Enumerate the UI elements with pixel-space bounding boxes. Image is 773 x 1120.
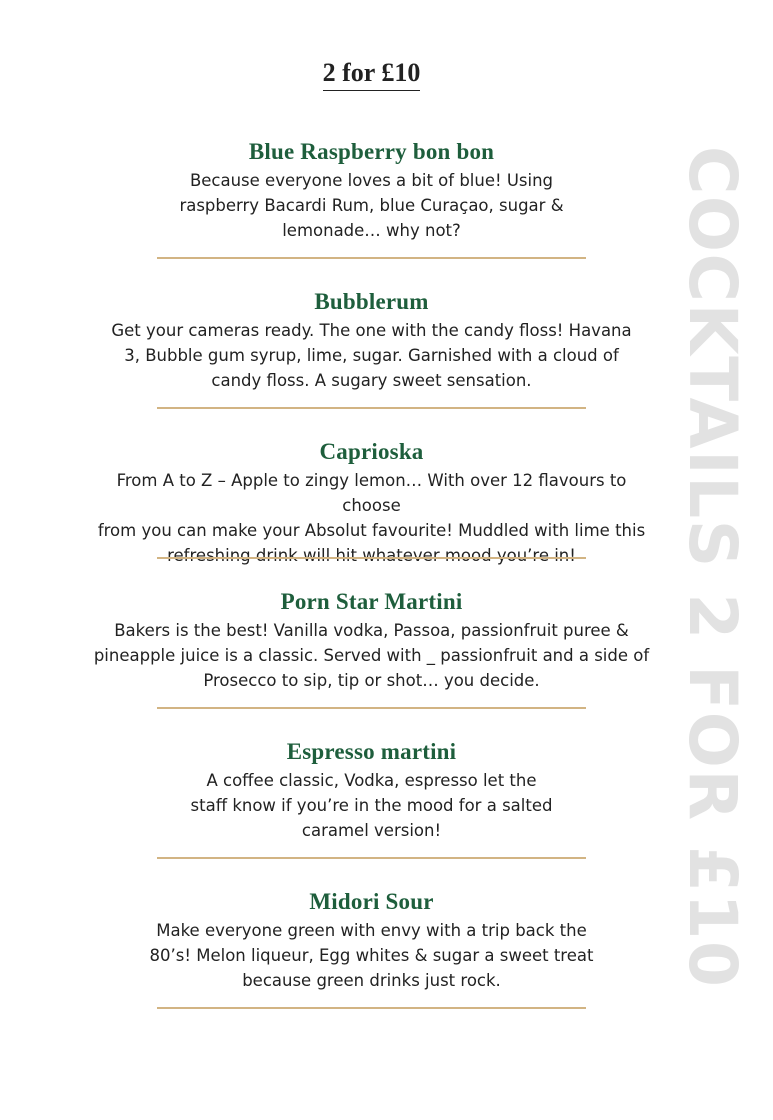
description-line: from you can make your Absolut favourite! Muddled with lime this xyxy=(97,521,646,540)
cocktail-item-blue-raspberry xyxy=(86,138,657,243)
divider xyxy=(157,707,586,709)
menu-heading xyxy=(0,58,743,91)
divider xyxy=(157,857,586,859)
divider xyxy=(157,557,586,559)
cocktail-description xyxy=(86,468,657,568)
divider xyxy=(157,407,586,409)
divider xyxy=(157,1007,586,1009)
cocktail-item-midori-sour xyxy=(86,888,657,993)
description-line: 80’s! Melon liqueur, Egg whites & sugar a sweet treat xyxy=(149,946,594,965)
description-line: caramel version! xyxy=(301,821,442,840)
description-line: Bakers is the best! Vanilla vodka, Passoa, passionfruit puree & xyxy=(114,621,629,640)
cocktail-description xyxy=(86,618,657,693)
description-line: A coffee classic, Vodka, espresso let the xyxy=(206,771,537,790)
description-line: raspberry Bacardi Rum, blue Curaçao, sugar & xyxy=(179,196,564,215)
cocktail-name: Midori Sour xyxy=(309,889,434,914)
cocktail-name: Espresso martini xyxy=(286,739,457,764)
cocktail-description xyxy=(86,318,657,393)
cocktail-description xyxy=(86,768,657,843)
description-line: refreshing drink will hit whatever mood you’re in! xyxy=(167,546,576,565)
description-line: pineapple juice is a classic. Served with _ passionfruit and a side of xyxy=(93,646,650,665)
cocktail-name: Bubblerum xyxy=(314,289,429,314)
description-line: staff know if you’re in the mood for a salted xyxy=(190,796,553,815)
description-line: Make everyone green with envy with a trip back the xyxy=(156,921,587,940)
cocktail-name: Caprioska xyxy=(319,439,424,464)
description-line: From A to Z – Apple to zingy lemon… With over 12 flavours to choose xyxy=(116,471,627,515)
side-title: COCKTAILS 2 FOR £10 xyxy=(674,145,751,989)
description-line: Get your cameras ready. The one with the candy floss! Havana xyxy=(111,321,632,340)
cocktail-description xyxy=(86,168,657,243)
description-line: Prosecco to sip, tip or shot… you decide. xyxy=(203,671,540,690)
divider xyxy=(157,257,586,259)
cocktail-name: Porn Star Martini xyxy=(280,589,463,614)
cocktail-name: Blue Raspberry bon bon xyxy=(248,139,495,164)
description-line: because green drinks just rock. xyxy=(242,971,501,990)
cocktail-item-bubblerum xyxy=(86,288,657,393)
cocktail-item-caprioska xyxy=(86,438,657,568)
description-line: Because everyone loves a bit of blue! Using xyxy=(189,171,554,190)
description-line: candy floss. A sugary sweet sensation. xyxy=(211,371,532,390)
description-line: lemonade… why not? xyxy=(282,221,461,240)
menu-heading-text: 2 for £10 xyxy=(323,58,421,91)
cocktail-item-espresso-martini xyxy=(86,738,657,843)
cocktail-description xyxy=(86,918,657,993)
description-line: 3, Bubble gum syrup, lime, sugar. Garnished with a cloud of xyxy=(124,346,619,365)
cocktail-item-porn-star-martini xyxy=(86,588,657,693)
